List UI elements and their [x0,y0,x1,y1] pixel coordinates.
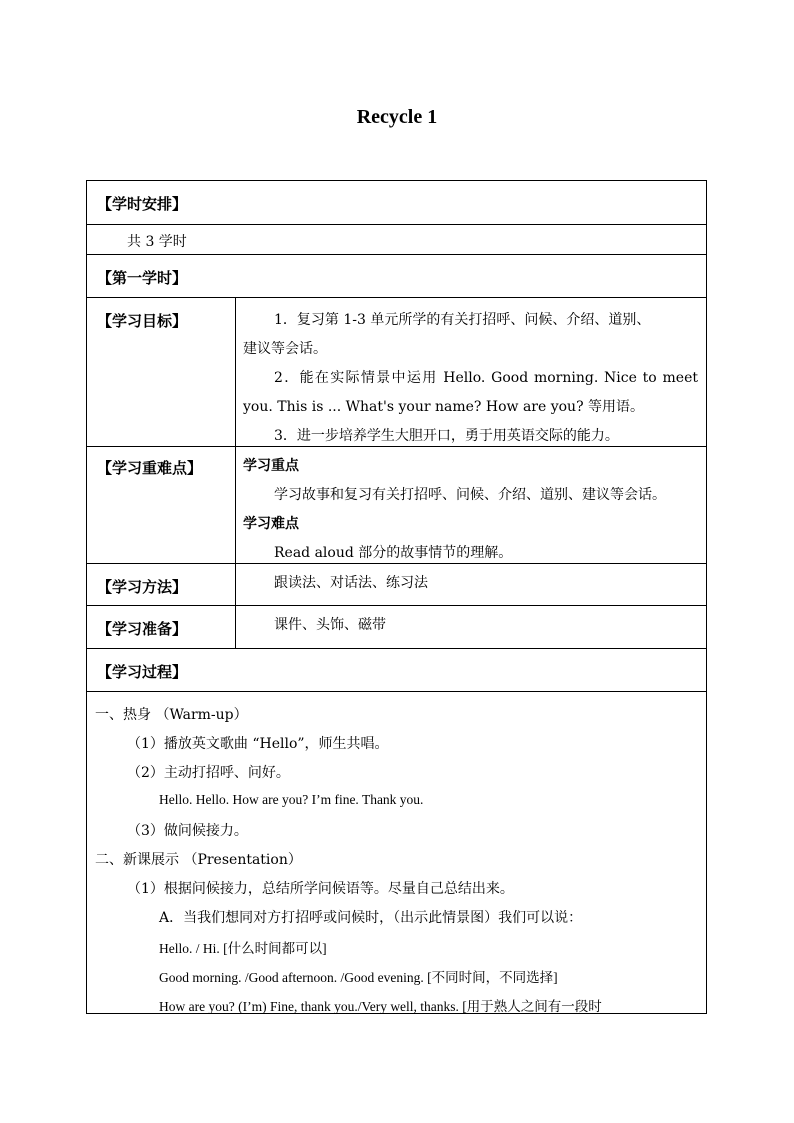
focus-title: 学习重点 [243,458,299,474]
process-content-row [87,692,706,1014]
lesson-one-header: 【第一学时】 [97,269,188,287]
process-line: A．当我们想同对方打招呼或问候时，（出示此情景图）我们可以说： [159,910,583,926]
objective-line: 2．能在实际情景中运用 Hello. Good morning. Nice to meet [274,370,698,386]
document-title: Recycle 1 [356,106,438,128]
objectives-label-cell [87,298,236,446]
schedule-header-row [87,181,706,225]
objective-line: 3．进一步培养学生大胆开口，勇于用英语交际的能力。 [274,428,619,444]
objective-line: 1．复习第 1-3 单元所学的有关打招呼、问候、介绍、道别、 [274,312,651,328]
lesson-one-row [87,255,706,298]
process-line: （1）播放英文歌曲 “Hello”，师生共唱。 [127,736,389,752]
process-header: 【学习过程】 [97,663,188,681]
schedule-content: 共 3 学时 [127,234,187,250]
schedule-content-row [87,225,706,255]
methods-content: 跟读法、对话法、练习法 [274,575,428,591]
process-line: 一、热身 （Warm-up） [95,707,248,723]
process-line: Hello. / Hi. [什么时间都可以] [159,941,327,956]
objective-line: 建议等会话。 [243,341,327,357]
difficulty-text: Read aloud 部分的故事情节的理解。 [274,545,513,561]
key-points-label-cell [87,447,236,563]
focus-text: 学习故事和复习有关打招呼、问候、介绍、道别、建议等会话。 [274,487,666,503]
process-line: 二、新课展示 （Presentation） [95,852,302,868]
process-header-row [87,649,706,692]
process-line: How are you? (I’m) Fine, thank you./Very well, thanks. [用于熟人之间有一段时 [159,999,602,1014]
methods-header: 【学习方法】 [97,578,188,596]
objectives-header: 【学习目标】 [97,312,188,330]
key-points-header: 【学习重难点】 [97,459,203,477]
process-line: （3）做问候接力。 [127,823,248,839]
preparation-content: 课件、头饰、磁带 [274,617,386,633]
objectives-row [87,298,706,447]
schedule-header: 【学时安排】 [97,195,188,213]
preparation-row [87,606,706,649]
process-line: （1）根据问候接力，总结所学问候语等。尽量自己总结出来。 [127,881,514,897]
methods-label-cell [87,564,236,605]
key-points-row [87,447,706,564]
methods-row [87,564,706,606]
process-line: Hello. Hello. How are you? I’m fine. Thank you. [159,792,424,807]
objective-line: you. This is ... What's your name? How are you? 等用语。 [243,399,645,415]
process-line: （2）主动打招呼、问好。 [127,765,290,781]
preparation-label-cell [87,606,236,648]
preparation-header: 【学习准备】 [97,620,188,638]
lesson-plan-table [86,180,707,1014]
difficulty-title: 学习难点 [243,516,299,532]
process-line: Good morning. /Good afternoon. /Good evening. [不同时间，不同选择] [159,970,558,985]
